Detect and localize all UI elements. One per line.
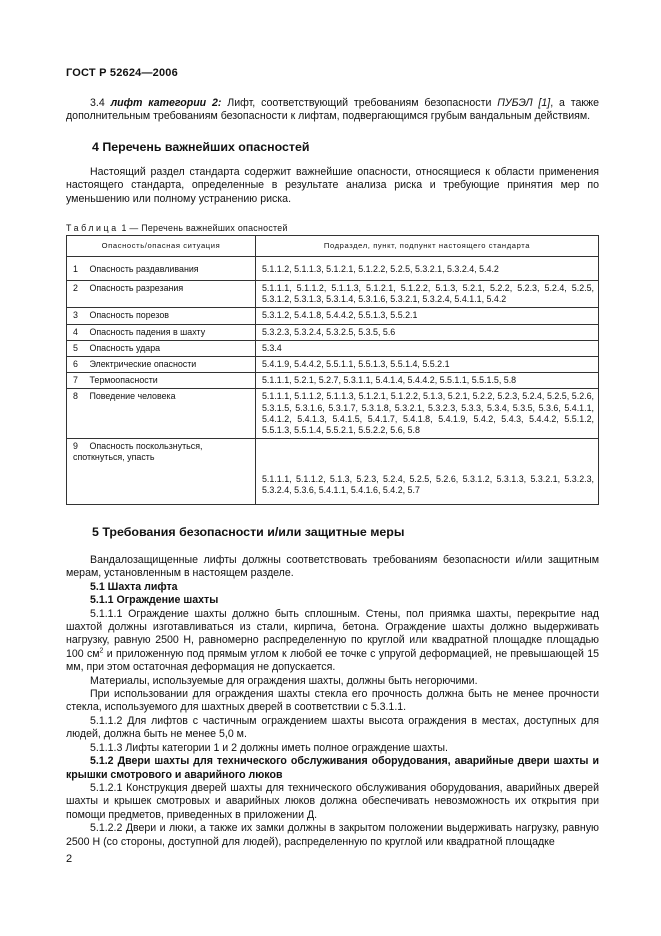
hazard-cell: 9 Опасность поскользнуться, споткнуться, упасть	[67, 439, 256, 505]
table-header-row	[67, 236, 599, 257]
subsection-5-1-heading: 5.1 Шахта лифта	[90, 580, 178, 593]
reference-cell: 5.3.1.2, 5.4.1.8, 5.4.4.2, 5.5.1.3, 5.5.2.1	[256, 308, 599, 324]
hazard-cell: 7 Термоопасности	[67, 373, 256, 389]
definition-number: 3.4	[90, 97, 105, 109]
reference-cell: 5.4.1.9, 5.4.4.2, 5.5.1.1, 5.5.1.3, 5.5.1.4, 5.5.2.1	[256, 357, 599, 373]
table-row	[67, 308, 599, 324]
paragraph-5-1-2-1: 5.1.2.1 Конструкция дверей шахты для технического обслуживания оборудования, аварийных дверей шахты и крышек смотровых и аварийных люков должна обеспечивать невозможность их открытия при помощи предметов, приведенных в приложении Д.	[66, 781, 599, 821]
table-row	[67, 340, 599, 356]
table-caption-title: 1 — Перечень важнейших опасностей	[121, 223, 288, 233]
table-row	[67, 257, 599, 281]
section-5-intro: Вандалозащищенные лифты должны соответствовать требованиям безопасности и/или защитным мерам, установленным в настоящем разделе.	[66, 554, 599, 580]
hazard-cell: 5 Опасность удара	[67, 340, 256, 356]
reference-cell: 5.1.1.1, 5.1.1.2, 5.1.3, 5.2.3, 5.2.4, 5.2.5, 5.2.6, 5.3.1.2, 5.3.1.3, 5.3.2.1, 5.3.2.3, 5.3.2.4, 5.3.6, 5.4.1.1, 5.4.1.6, 5.4.2, 5.7	[256, 439, 599, 505]
section-5-heading: 5 Требования безопасности и/или защитные меры	[92, 525, 405, 539]
table-row	[67, 389, 599, 439]
section-4-heading: 4 Перечень важнейших опасностей	[92, 140, 310, 154]
table-row	[67, 357, 599, 373]
subsection-5-1-2-heading: 5.1.2 Двери шахты для технического обслуживания оборудования, аварийные двери шахты и крышки смотрового и аварийного люков	[66, 755, 599, 781]
hazard-cell: 6 Электрические опасности	[67, 357, 256, 373]
table-row	[67, 281, 599, 308]
reference-cell: 5.1.1.1, 5.2.1, 5.2.7, 5.3.1.1, 5.4.1.4, 5.4.4.2, 5.5.1.1, 5.5.1.5, 5.8	[256, 373, 599, 389]
hazards-table	[66, 235, 599, 505]
hazard-cell: 1 Опасность раздавливания	[67, 257, 256, 281]
definition-reference: ПУБЭЛ [1]	[497, 97, 551, 109]
paragraph-5-1-2-2: 5.1.2.2 Двери и люки, а также их замки должны в закрытом положении выдерживать нагрузку, равную 2500 Н (со стороны, доступной для людей), распределенную по круглой или квадратной площадке	[66, 822, 599, 848]
table-row	[67, 324, 599, 340]
paragraph-5-1-1-3: 5.1.1.3 Лифты категории 1 и 2 должны иметь полное ограждение шахты.	[90, 741, 448, 754]
hazard-cell: 2 Опасность разрезания	[67, 281, 256, 308]
definition-text: Лифт, соответствующий требованиям безопасности	[227, 97, 492, 109]
subsection-5-1-1-heading: 5.1.1 Ограждение шахты	[90, 594, 219, 607]
definition-text-tail: , а также дополнительным требованиям безопасности к лифтам, подвергающимся грубым вандальным действиям.	[66, 97, 599, 123]
table-caption	[66, 222, 288, 235]
hazard-cell: 4 Опасность падения в шахту	[67, 324, 256, 340]
table-row	[67, 373, 599, 389]
reference-cell: 5.3.2.3, 5.3.2.4, 5.3.2.5, 5.3.5, 5.6	[256, 324, 599, 340]
section-5-body	[66, 554, 599, 849]
paragraph-5-1-1-2: 5.1.1.2 Для лифтов с частичным ограждением шахты высота ограждения в местах, доступных для людей, должна быть не менее 5,0 м.	[66, 714, 599, 741]
hazard-cell: 8 Поведение человека	[67, 389, 256, 439]
reference-cell: 5.3.4	[256, 340, 599, 356]
paragraph-materials: Материалы, используемые для ограждения шахты, должны быть негорючими.	[90, 674, 478, 687]
paragraph-5-1-1-1: 5.1.1.1 Ограждение шахты должно быть сплошным. Стены, пол приямка шахты, перекрытие над шахтой должны изготавливаться из стали, кирпича, бетона. Ограждение шахты должно выдерживать нагрузку, равную 2500 Н, равномерно распределенную по круглой или квадратной площадке площадью 100 $см^2$ и приложенную под прямым углом к любой ее точке с упругой деформацией, не превышающей 15 мм, при этом остаточная деформация не допускается.	[66, 607, 599, 674]
table-row	[67, 439, 599, 505]
column-header-reference: Подраздел, пункт, подпункт настоящего стандарта	[256, 236, 599, 257]
definition-term: лифт категории 2:	[110, 97, 222, 109]
reference-cell: 5.1.1.1, 5.1.1.2, 5.1.1.3, 5.1.2.1, 5.1.2.2, 5.1.3, 5.2.1, 5.2.2, 5.2.3, 5.2.4, 5.2.5, 5.3.1.2, 5.3.1.3, 5.3.1.4, 5.3.1.6, 5.3.2.1, 5.3.2.4, 5.4.1.1, 5.4.2	[256, 281, 599, 308]
standard-header: ГОСТ Р 52624—2006	[66, 67, 178, 79]
reference-cell: 5.1.1.2, 5.1.1.3, 5.1.2.1, 5.1.2.2, 5.2.5, 5.3.2.1, 5.3.2.4, 5.4.2	[256, 257, 599, 281]
hazard-cell: 3 Опасность порезов	[67, 308, 256, 324]
paragraph-glass: При использовании для ограждения шахты стекла его прочность должна быть не менее прочности стекла, используемого для шахтных дверей в соответствии с 5.3.1.1.	[66, 688, 599, 714]
section-4-paragraph: Настоящий раздел стандарта содержит важнейшие опасности, относящиеся к области применения настоящего стандарта, определенные в результате анализа риска и требующие принятия мер по уменьшению или полному устранению риска.	[66, 166, 599, 205]
definition-3-4	[66, 97, 599, 124]
page-number: 2	[66, 853, 73, 865]
reference-cell: 5.1.1.1, 5.1.1.2, 5.1.1.3, 5.1.2.1, 5.1.2.2, 5.1.3, 5.2.1, 5.2.2, 5.2.3, 5.2.4, 5.2.5, 5.2.6, 5.3.1.5, 5.3.1.6, 5.3.1.7, 5.3.1.8, 5.3.2.1, 5.3.2.3, 5.3.3, 5.3.4, 5.3.5, 5.3.6, 5.4.1.1, 5.4.1.2, 5.4.1.3, 5.4.1.5, 5.4.1.7, 5.4.1.8, 5.4.1.9, 5.4.2, 5.4.3, 5.4.4.2, 5.5.1.2, 5.5.1.3, 5.5.1.4, 5.5.2.1, 5.5.2.2, 5.6, 5.8	[256, 389, 599, 439]
table-caption-word: Таблица	[66, 223, 119, 233]
column-header-hazard: Опасность/опасная ситуация	[67, 236, 256, 257]
